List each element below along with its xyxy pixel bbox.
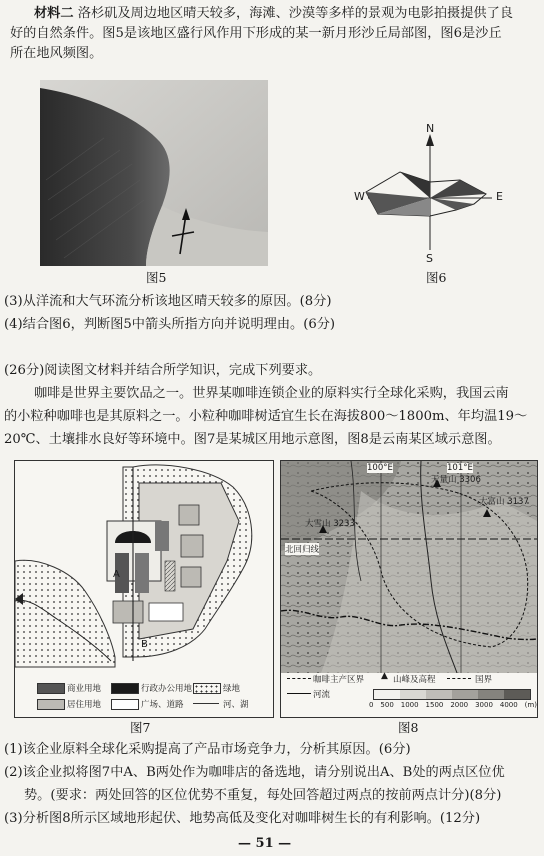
south-label: S: [426, 252, 433, 265]
material2-text: 洛杉矶及周边地区晴天较多，海滩、沙漠等多样的景观为电影拍摄提供了良: [77, 6, 513, 21]
legend-coffee-swatch: [287, 678, 311, 679]
peak-daxue: 大雪山 3233: [305, 519, 355, 529]
peak-wuliang: 无量山 3306: [431, 475, 481, 485]
legend-commercial-swatch: [37, 683, 65, 694]
legend-residential-swatch: [37, 699, 65, 710]
question-b1: (1)该企业原料全球化采购提高了产品市场竞争力，分析其原因。(6分): [4, 742, 411, 757]
legend-commercial: 商业用地: [67, 684, 102, 694]
material2-line2: 好的自然条件。图5是该地区盛行风作用下形成的某一新月形沙丘局部图，图6是沙丘: [10, 26, 502, 41]
west-label: W: [354, 190, 365, 203]
elevation-scale-bar: [373, 689, 531, 700]
material2-line3: 所在地风频图。: [10, 46, 103, 61]
legend-green-swatch: [193, 683, 221, 694]
figure-5-caption: 图5: [146, 270, 167, 285]
figure-8-terrain-map: [280, 460, 538, 718]
peak-icon: ▲: [381, 671, 388, 681]
legend-river-swatch: [193, 703, 219, 704]
question-b2-line2: 势。(要求：两处回答的区位优势不重复，每处回答超过两点的按前两点计分)(8分): [24, 788, 502, 803]
question-b2-line1: (2)该企业拟将图7中A、B两处作为咖啡店的备选地，请分别说出A、B处的两点区位优: [4, 765, 505, 780]
figure-5-dune-photo: [40, 80, 268, 266]
legend-square-road: 广场、道路: [141, 700, 184, 710]
site-b-label: B: [141, 639, 148, 650]
legend-green: 绿地: [223, 684, 241, 694]
section2-line4: 20℃、土壤排水良好等环境中。图7是某城区用地示意图，图8是云南某区域示意图。: [4, 432, 501, 447]
tropic-of-cancer-label: 北回归线: [285, 545, 320, 555]
figure-7-land-use-map: [14, 460, 274, 718]
section2-intro: (26分)阅读图文材料并结合所学知识，完成下列要求。: [4, 363, 322, 378]
section2-line3: 的小粒种咖啡也是其原料之一。小粒种咖啡树适宜生长在海拔800～1800m、年均温19～: [4, 409, 528, 424]
figure-8-caption: 图8: [398, 720, 419, 735]
figure-7-caption: 图7: [130, 720, 151, 735]
section2-line2: 咖啡是世界主要饮品之一。世界某咖啡连锁企业的原料实行全球化采购，我国云南: [34, 386, 509, 401]
question-4: (4)结合图6，判断图5中箭头所指方向并说明理由。(6分): [4, 317, 336, 332]
legend-peak: 山峰及高程: [393, 675, 436, 685]
east-label: E: [496, 190, 503, 203]
legend-river-swatch: [287, 693, 311, 694]
legend-border: 国界: [475, 675, 493, 685]
legend-square-road-swatch: [111, 699, 139, 710]
legend-border-swatch: [447, 678, 471, 679]
longitude-100e: 100°E: [367, 463, 393, 473]
material2-line1: [34, 4, 513, 23]
figure-6-wind-rose: [340, 120, 520, 280]
legend-coffee: 咖啡主产区界: [313, 675, 365, 685]
question-3: (3)从洋流和大气环流分析该地区晴天较多的原因。(8分): [4, 294, 332, 309]
figure-6-caption: 图6: [426, 270, 447, 285]
legend-admin-swatch: [111, 683, 139, 694]
legend-admin: 行政办公用地: [141, 684, 193, 694]
elevation-scale-labels: 0 500 1000 1500 2000 3000 4000 (m): [369, 701, 537, 709]
legend-river-lake: 河、湖: [223, 700, 249, 710]
question-b3: (3)分析图8所示区域地形起伏、地势高低及变化对咖啡树生长的有利影响。(12分): [4, 811, 481, 826]
legend-river: 河流: [313, 690, 331, 700]
site-a-label: A: [113, 569, 120, 580]
north-label: N: [426, 122, 435, 135]
material2-label: 材料二: [34, 6, 74, 21]
legend-residential: 居住用地: [67, 700, 102, 710]
longitude-101e: 101°E: [447, 463, 473, 473]
page-number: — 51 —: [238, 836, 292, 851]
peak-dafu: 大富山 3137: [479, 497, 529, 507]
